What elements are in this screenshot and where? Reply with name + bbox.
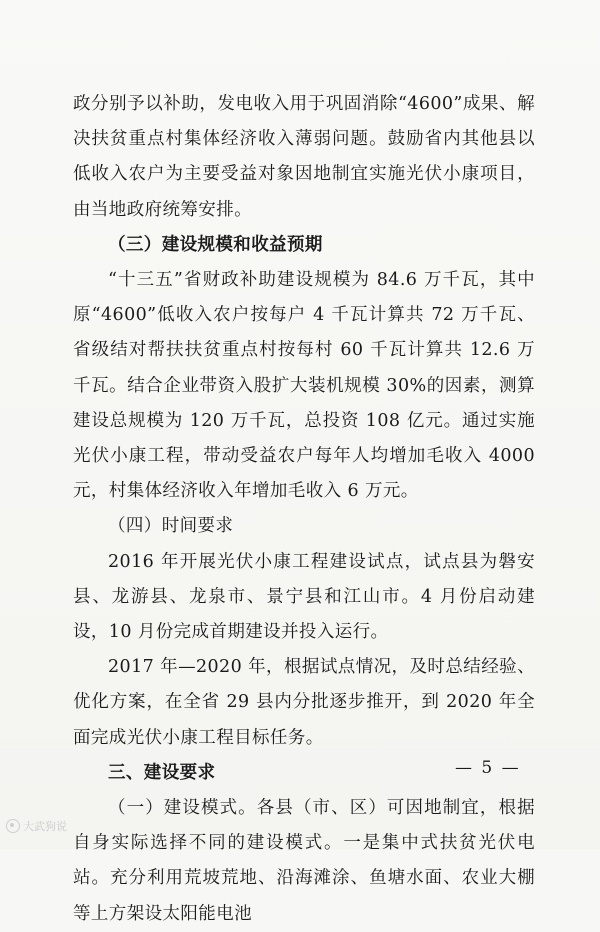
paragraph-scale: “十三五”省财政补助建设规模为 84.6 万千瓦，其中原“4600”低收入农户按每户 4 千瓦计算共 72 万千瓦、省级结对帮扶扶贫重点村按每村 60 千瓦计算共 12.6 万千瓦。结合企业带资入股扩大装机规模 30%的因素，测算建设总规模为 120 万千瓦，总投资 108 亿元。通过实施光伏小康工程，带动受益农户每年人均增加毛收入 4000 元，村集体经济收入年增加毛收入 6 万元。: [73, 270, 535, 502]
section-heading-time: （四）时间要求: [108, 516, 234, 537]
paragraph-2017-2020: 2017 年—2020 年，根据试点情况，及时总结经验、优化方案，在全省 29 县内分批逐步推开，到 2020 年全面完成光伏小康工程目标任务。: [73, 657, 535, 748]
paragraph-intro: 政分别予以补助，发电收入用于巩固消除“4600”成果、解决扶贫重点村集体经济收入薄弱问题。鼓励省内其他县以低收入农户为主要受益对象因地制宜实施光伏小康项目，由当地政府统筹安排。: [73, 94, 535, 220]
paragraph-2016: 2016 年开展光伏小康工程建设试点，试点县为磐安县、龙游县、龙泉市、景宁县和江山市。4 月份启动建设，10 月份完成首期建设并投入运行。: [73, 551, 535, 643]
document-body: [73, 87, 535, 932]
watermark-logo-icon: [6, 819, 20, 833]
page-number: — 5 —: [455, 758, 521, 778]
section-heading-scale: （三）建设规模和收益预期: [108, 234, 323, 255]
watermark: [6, 818, 67, 834]
paragraph-build-mode: （一）建设模式。各县（市、区）可因地制宜，根据自身实际选择不同的建设模式。一是集中式扶贫光伏电站。充分利用荒坡荒地、沿海滩涂、鱼塘水面、农业大棚等上方架设太阳能电池: [73, 798, 535, 924]
watermark-text: 大武狗说: [23, 820, 67, 833]
section-heading-requirements: 三、建设要求: [108, 762, 216, 783]
